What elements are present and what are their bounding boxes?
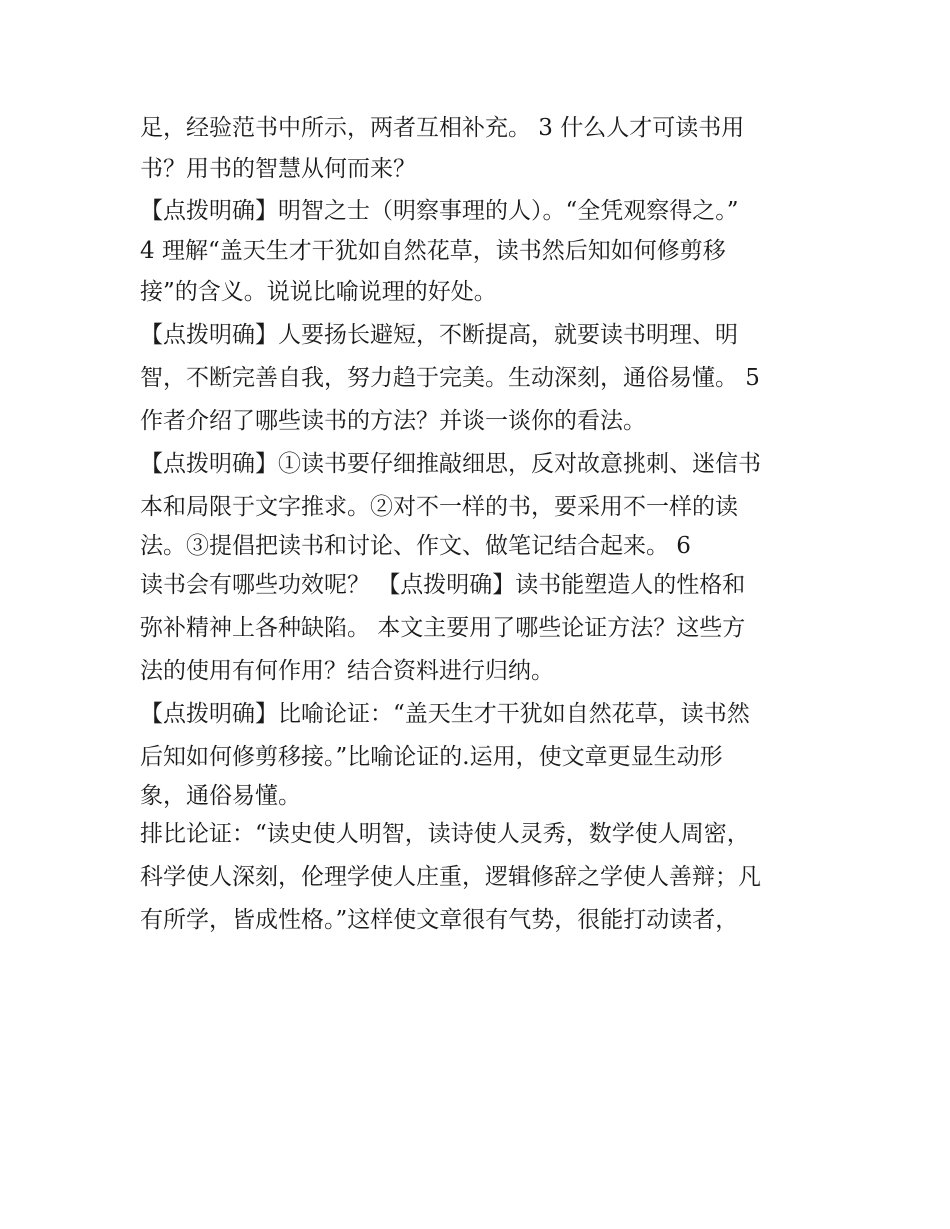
text-line: 读书会有哪些功效呢？ 【点拨明确】读书能塑造人的性格和	[140, 572, 746, 598]
text-line: 足，经验范书中所示，两者互相补充。 3 什么人才可读书用	[140, 115, 745, 141]
text-line: 4 理解“盖天生才干犹如自然花草，读书然后知如何修剪移	[140, 238, 726, 264]
text-line: 本和局限于文字推求。②对不一样的书，要采用不一样的读	[140, 494, 738, 520]
text-line: 【点拨明确】①读书要仔细推敲细思，反对故意挑刺、迷信书	[140, 451, 761, 477]
text-line: 后知如何修剪移接。”比喻论证的.运用，使文章更显生动形	[140, 744, 723, 770]
text-line: 排比论证：“读史使人明智，读诗使人灵秀，数学使人周密，	[140, 821, 750, 847]
text-line: 【点拨明确】明智之士（明察事理的人）。“全凭观察得之。”	[140, 198, 739, 224]
text-line: 智，不断完善自我，努力趋于完美。生动深刻，通俗易懂。 5	[140, 365, 760, 391]
text-line: 有所学，皆成性格。”这样使文章很有气势，很能打动读者，	[140, 907, 739, 933]
text-line: 弥补精神上各种缺陷。 本文主要用了哪些论证方法？这些方	[140, 615, 746, 641]
text-line: 象，通俗易懂。	[140, 783, 301, 809]
text-line: 法。③提倡把读书和讨论、作文、做笔记结合起来。 6	[140, 533, 691, 559]
document-body	[140, 108, 820, 942]
text-line: 【点拨明确】人要扬长避短，不断提高，就要读书明理、明	[140, 322, 738, 348]
text-line: 书？用书的智慧从何而来？	[140, 156, 416, 182]
text-line: 【点拨明确】比喻论证：“盖天生才干犹如自然花草，读书然	[140, 701, 750, 727]
text-line: 作者介绍了哪些读书的方法？并谈一谈你的看法。	[140, 408, 646, 434]
text-line: 科学使人深刻，伦理学使人庄重，逻辑修辞之学使人善辩；凡	[140, 864, 761, 890]
text-line: 法的使用有何作用？结合资料进行归纳。	[140, 658, 554, 684]
text-line: 接”的含义。说说比喻说理的好处。	[140, 279, 497, 305]
